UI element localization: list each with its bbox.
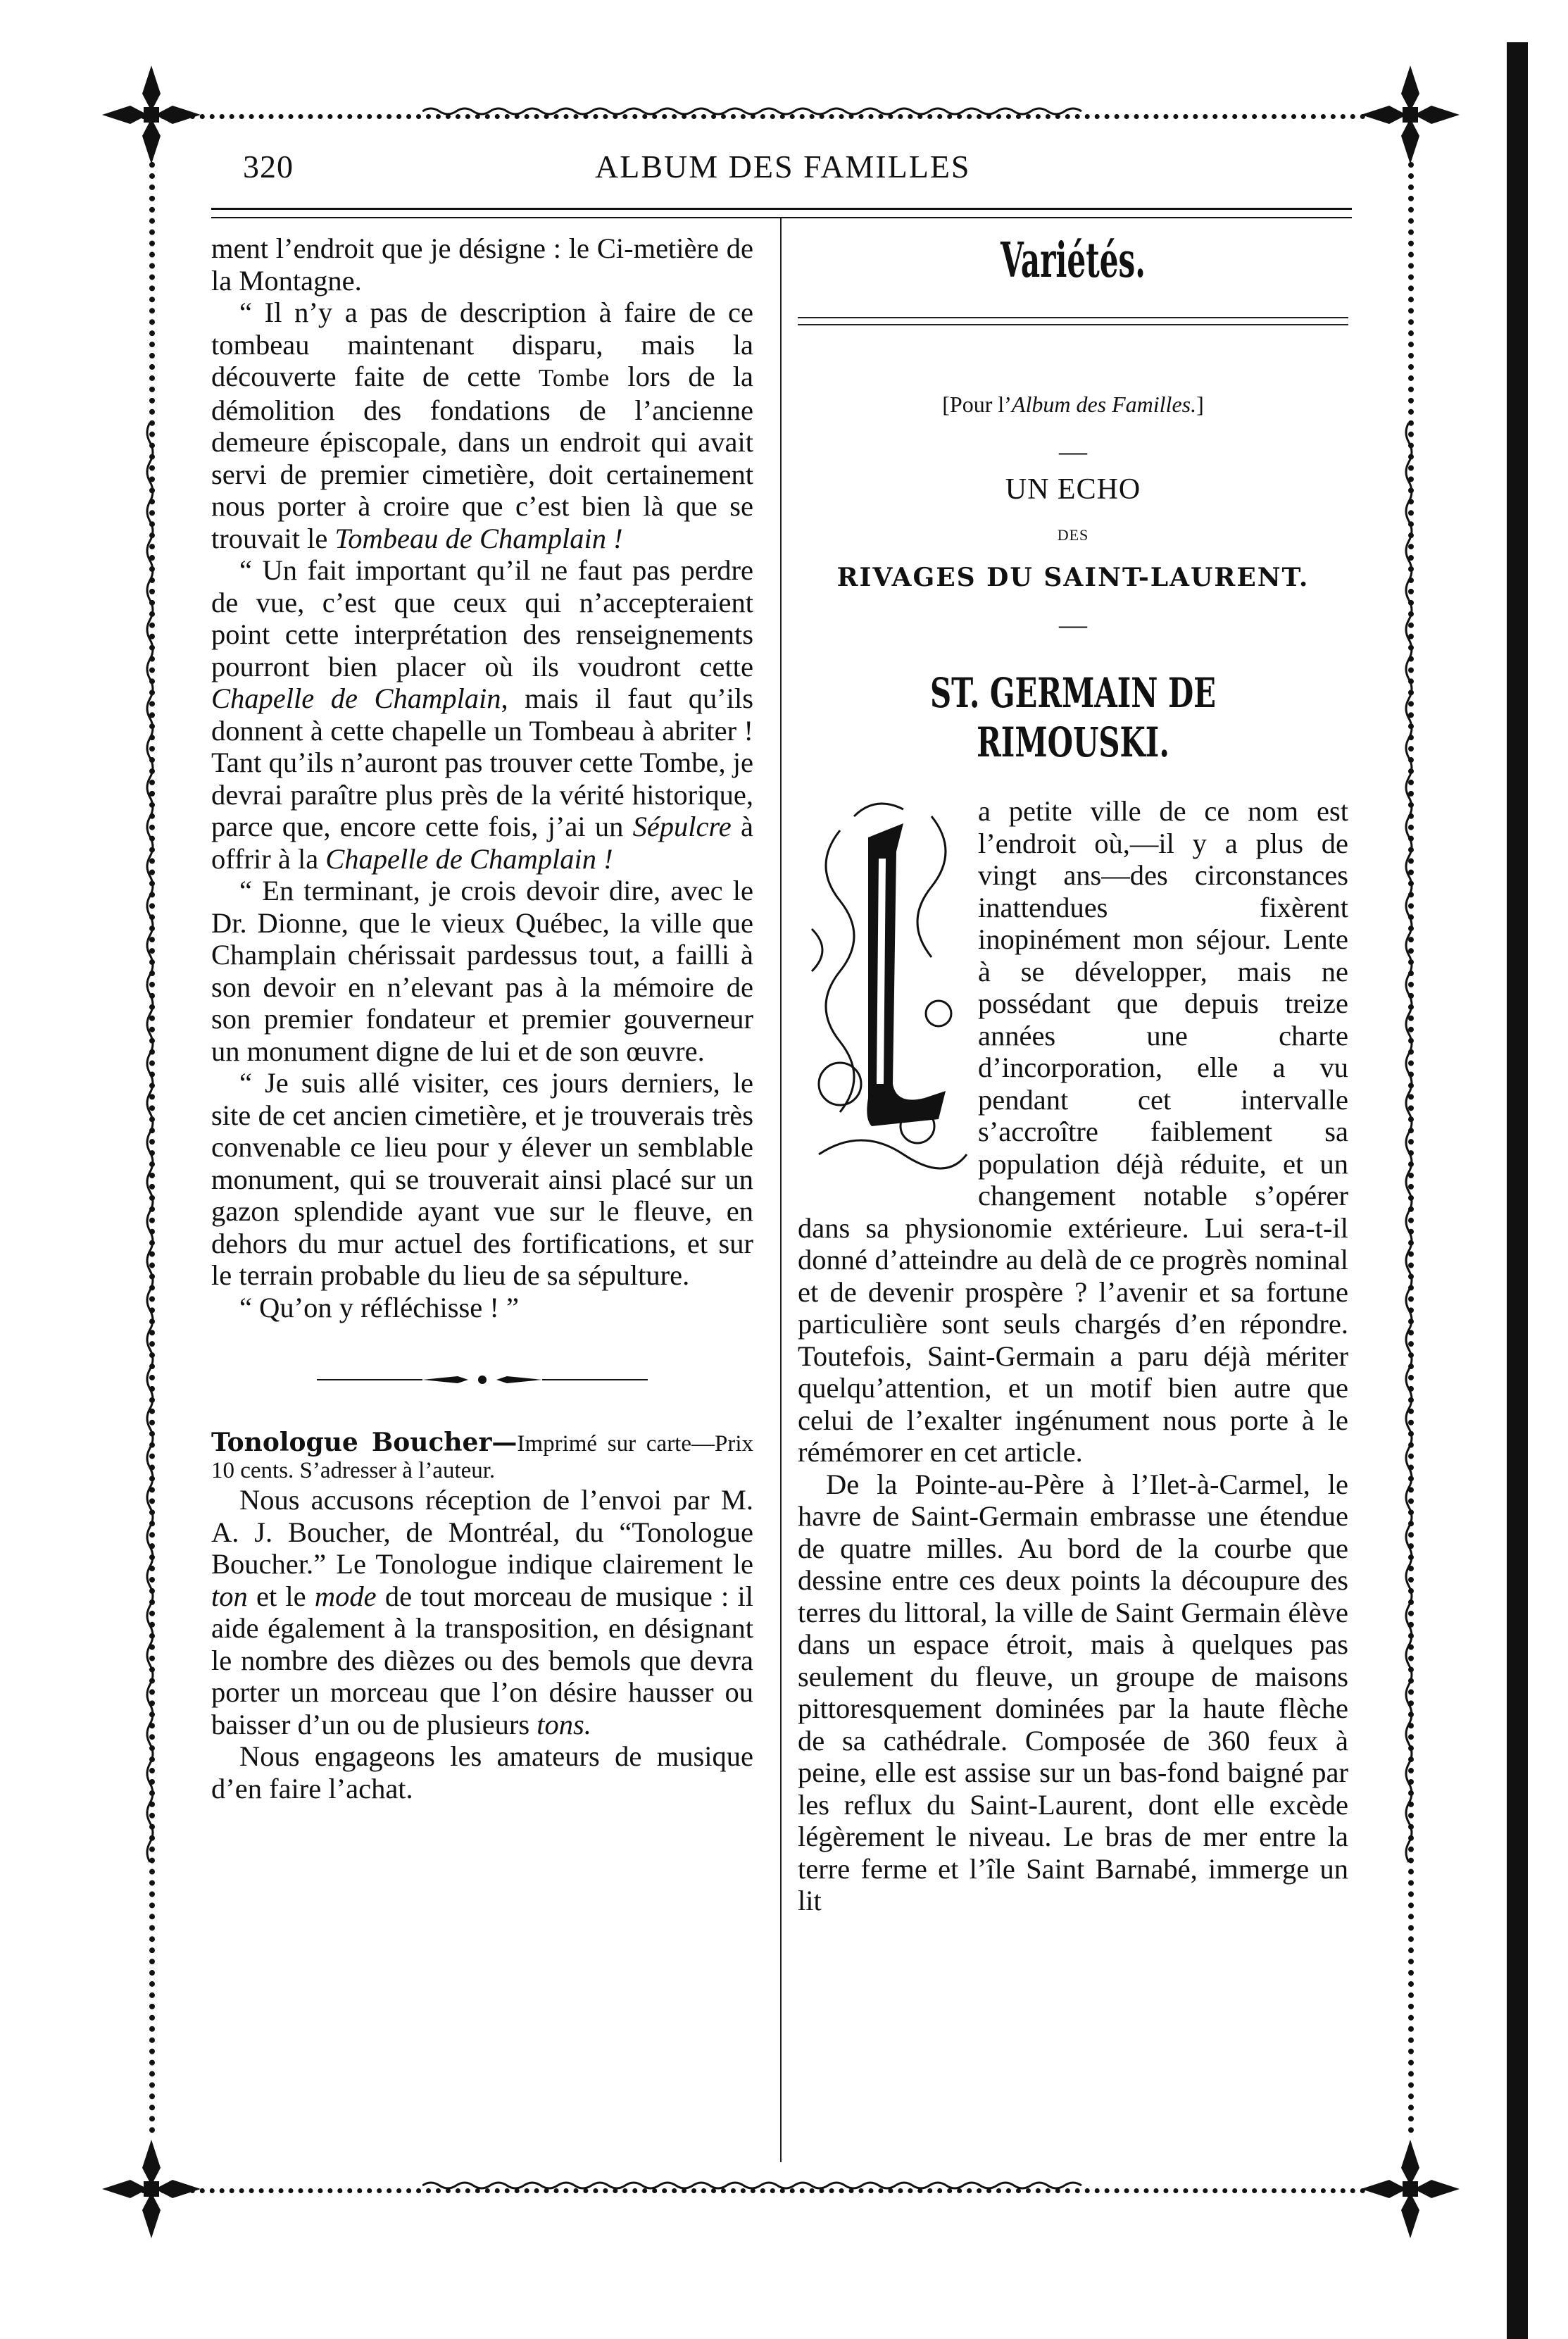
paragraph: “ En terminant, je crois devoir dire, avec le Dr. Dionne, que le vieux Québec, la ville que Champlain chérissait pardessus tout, a failli à son devoir en n’elevant pas à la mémoire de son premier fondateur et premier gouverneur un monument digne de lui et de son œuvre. — [211, 875, 753, 1067]
paragraph: “ Un fait important qu’il ne faut pas perdre de vue, c’est que ceux qui n’accepteraient point cette interprétation des renseignements pourront bien placer où ils voudront cette Chapelle de Champlain, mais il faut qu’ils donnent à cette chapelle un Tombeau à abriter ! Tant qu’ils n’auront pas trouver cette Tombe, je devrai paraître plus près de la vérité historique, parce que, encore cette fois, j’ai un Sépulcre à offrir à la Chapelle de Champlain ! — [211, 554, 753, 875]
ornamental-separator — [317, 1373, 648, 1387]
section-title: Variétés. — [1001, 232, 1146, 289]
source-note: [Pour l’Album des Familles.] — [942, 392, 1204, 417]
frame-left-wave — [144, 423, 156, 1866]
corner-ornament-icon — [1357, 2136, 1463, 2242]
paragraph: “ Qu’on y réfléchisse ! ” — [239, 1291, 519, 1323]
paragraph: Nous engageons les amateurs de musique d’en faire l’achat. — [211, 1740, 753, 1804]
page-number: 320 — [243, 149, 294, 185]
article-title-des: DES — [1057, 525, 1089, 544]
column-divider — [780, 218, 782, 2162]
corner-ornament-icon — [99, 2136, 204, 2242]
paragraph: ment l’endroit que je désigne : le Ci-metière de la Montagne. — [211, 232, 753, 297]
section-rule — [798, 317, 1348, 318]
article-subtitle: ST. GERMAIN DE RIMOUSKI. — [929, 669, 1217, 766]
dash-separator: — — [1059, 435, 1087, 467]
paragraph: De la Pointe-au-Père à l’Ilet-à-Carmel, le havre de Saint-Germain embrasse une étendue de quatre milles. Au bord de la courbe que dessine entre ces deux points la découpure des terres du littoral, la ville de Saint Germain élève dans un espace étroit, mais à quelques pas seulement du fleuve, un groupe de maisons pittoresquement dominées par la haute flèche de sa cathédrale. Composée de 360 feux à peine, elle est assise sur un bas-fond baigné par les reflux du Saint-Laurent, dont elle excède légèrement le niveau. Le bras de mer entre la terre ferme et l’île Saint Barnabé, immerge un lit — [798, 1468, 1348, 1916]
decorated-initial-icon — [798, 788, 974, 1183]
corner-ornament-icon — [99, 62, 204, 168]
paragraph: “ Il n’y a pas de description à faire de ce tombeau maintenant disparu, mais la découverte faite de cette Tombe lors de la démolition des fondations de l’ancienne demeure épiscopale, dans un endroit qui avait servi de premier cimetière, doit certainement nous porter à croire que c’est bien là que se trouvait le Tombeau de Champlain ! — [211, 297, 753, 554]
dash-separator: — — [1059, 608, 1087, 640]
right-column — [798, 232, 1348, 1917]
article-title-rivages: RIVAGES DU SAINT-LAURENT. — [836, 563, 1310, 592]
ad-heading: Tonologue Boucher—Imprimé sur carte—Prix 10 cents. S’adresser à l’auteur. — [211, 1428, 754, 1483]
header-rule — [211, 208, 1352, 218]
left-column — [211, 232, 753, 1804]
frame-bottom-wave — [422, 2180, 1091, 2191]
paragraph: “ Je suis allé visiter, ces jours derniers, le site de cet ancien cimetière, et je trouverais très convenable ce lieu pour y élever un semblable monument, qui se trouverait ainsi placé sur un gazon splendide ayant vue sur le fleuve, en dehors du mur actuel des fortifications, et sur le terrain probable du lieu de sa sépulture. — [211, 1067, 753, 1291]
article-title: UN ECHO — [1005, 473, 1141, 506]
frame-right-wave — [1403, 423, 1415, 1866]
running-head: ALBUM DES FAMILLES — [595, 149, 971, 185]
paragraph: Nous accusons réception de l’envoi par M. A. J. Boucher, de Montréal, du “Tonologue Boucher.” Le Tonologue indique clairement le ton et le mode de tout morceau de musique : il aide également à la transposition, en désignant le nombre des dièzes ou des bemols que devra porter un morceau que l’on désire hausser ou baisser d’un ou de plusieurs tons. — [211, 1484, 753, 1740]
article-body — [798, 795, 1348, 1917]
paragraph: a petite ville de ce nom est l’endroit où,—il y a plus de vingt ans—des circonstances inattendues fixèrent inopinément mon séjour. Lente à se développer, mais ne possédant que depuis treize années une charte d’incorporation, elle a vu pendant cet intervalle s’accroître faiblement sa population déjà réduite, et un changement notable s’opérer dans sa physionomie extérieure. Lui sera-t-il donné d’atteindre au delà de ce progrès nominal et de devenir prospère ? l’avenir et sa fortune particulière sont seuls chargés d’en répondre. Toutefois, Saint-Germain a paru déjà mériter quelqu’attention, et un motif bien autre que celui de l’exalter ingénument nous porte à le rémémorer en cet article. — [798, 795, 1348, 1468]
page-edge-shadow — [1507, 42, 1528, 2339]
frame-top-wave — [422, 106, 1091, 117]
section-rule — [798, 324, 1348, 325]
